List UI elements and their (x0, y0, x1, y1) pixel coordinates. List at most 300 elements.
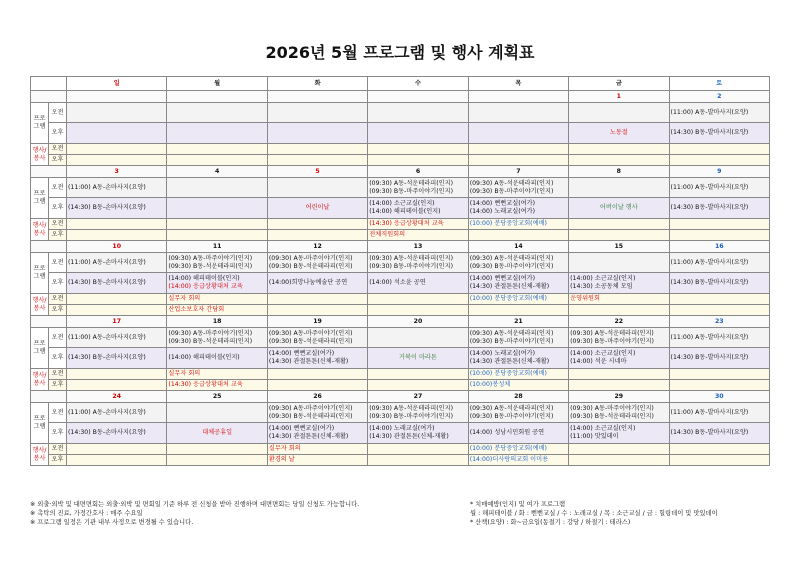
date-cell: 3 (67, 166, 167, 178)
schedule-entry: (14:00) 해피테이블(인지) (369, 208, 441, 215)
date-cell: 16 (669, 241, 769, 253)
am-cell (67, 253, 167, 273)
event-pm-cell (669, 305, 769, 316)
event-am-cell (267, 294, 367, 305)
pm-cell (267, 423, 367, 444)
event-am-cell (569, 144, 669, 155)
schedule-entry: (09:30) B동-마주이야기(인지) (469, 337, 554, 345)
event-pm-cell (468, 230, 568, 241)
date-cell: 13 (368, 241, 468, 253)
schedule-entry: (11:00) A동-손마사지(요양) (68, 408, 146, 416)
footnote: ※ 프로그램 일정은 기관 내부 사정으로 변경될 수 있습니다. (30, 519, 194, 526)
program-label-line: 프로 (33, 415, 46, 423)
am-cell (569, 403, 669, 423)
program-am-row (31, 178, 770, 198)
event-am-cell (669, 294, 769, 305)
pm-cell (669, 123, 769, 144)
weekday-header: 수 (368, 77, 468, 91)
program-label-line: 프로 (33, 265, 46, 273)
am-cell (468, 103, 568, 123)
event-am-cell (569, 219, 669, 230)
event-am-cell (669, 144, 769, 155)
schedule-entry: (11:00) A동-손마사지(요양) (68, 333, 146, 341)
pm-cell (67, 123, 167, 144)
am-cell (669, 403, 769, 423)
schedule-entry: (09:30) A동-마주이야기(인지) (268, 254, 353, 262)
am-cell (669, 328, 769, 348)
event-am-cell (368, 294, 468, 305)
event-am-cell (468, 219, 568, 230)
schedule-entry: (14:00) 노래교실(여가) (469, 208, 536, 215)
event-am-cell (267, 444, 367, 455)
event-pm-cell (669, 455, 769, 466)
event-am-cell (368, 219, 468, 230)
date-cell: 17 (67, 316, 167, 328)
weekday-header: 금 (569, 77, 669, 91)
weekday-header: 목 (468, 77, 568, 91)
event-label (31, 294, 49, 316)
am-cell (167, 403, 267, 423)
am-cell (468, 253, 568, 273)
am-cell (368, 403, 468, 423)
event-pm-cell (267, 380, 367, 391)
pm-cell (669, 348, 769, 369)
event-label-line: 행사/ (32, 221, 47, 229)
schedule-entry: (14:30) 관절튼튼(신체-재활) (369, 433, 449, 440)
event-pm-cell (267, 230, 367, 241)
pm-cell (468, 348, 568, 369)
program-label-line: 프로 (33, 190, 46, 198)
event-label-line: 봉사 (33, 154, 46, 162)
am-cell (368, 178, 468, 198)
program-label-line: 그램 (33, 198, 46, 205)
event-pm-cell (468, 455, 568, 466)
event-am-row (31, 144, 770, 155)
program-am-row (31, 103, 770, 123)
pm-cell (569, 198, 669, 219)
date-cell: 27 (368, 391, 468, 403)
event-label-line: 봉사 (33, 379, 46, 387)
date-row-corner (31, 241, 67, 253)
date-cell: 23 (669, 316, 769, 328)
event-am-cell (167, 444, 267, 455)
event-pm-row (31, 155, 770, 166)
pm-label: 오후 (49, 230, 67, 241)
schedule-entry: (11:00) A동-손마사지(요양) (68, 183, 146, 191)
date-row-corner (31, 91, 67, 103)
event-pm-cell (167, 305, 267, 316)
pm-cell (67, 198, 167, 219)
event-pm-cell (67, 155, 167, 166)
am-cell (267, 178, 367, 198)
schedule-entry: (14:00) 뻔뻔교실(여가) (469, 275, 536, 283)
date-row-corner (31, 391, 67, 403)
event-am-cell (67, 219, 167, 230)
schedule-entry: (09:30) B동-마주이야기(인지) (369, 187, 454, 195)
am-cell (67, 403, 167, 423)
date-row (31, 91, 770, 103)
am-label: 오전 (49, 294, 67, 305)
pm-label: 오후 (49, 380, 67, 391)
program-label-line: 프로 (33, 115, 46, 123)
event-pm-cell (468, 380, 568, 391)
event-am-row (31, 444, 770, 455)
pm-cell (267, 273, 367, 294)
am-cell (669, 103, 769, 123)
schedule-entry: (14:00) 해피테이블(인지) (168, 275, 240, 283)
date-cell: 30 (669, 391, 769, 403)
pm-cell (167, 273, 267, 294)
event-am-cell (569, 294, 669, 305)
event-pm-cell (67, 305, 167, 316)
schedule-entry: 노동절 (609, 129, 628, 137)
event-pm-cell (368, 230, 468, 241)
event-label (31, 219, 49, 241)
pm-cell (569, 423, 669, 444)
schedule-entry: (14:00) 응급상황대처 교육 (168, 283, 243, 290)
event-am-cell (569, 369, 669, 380)
schedule-entry: (14:00) 해피테이블(인지) (168, 354, 240, 362)
am-label: 오전 (49, 328, 67, 348)
date-cell: 5 (267, 166, 367, 178)
schedule-entry: (09:30) B동-석운테라피(인지) (570, 412, 654, 420)
program-pm-row (31, 123, 770, 144)
date-cell: 2 (669, 91, 769, 103)
schedule-entry: (09:30) B동-석운테라피(인지) (168, 262, 253, 270)
am-cell (67, 328, 167, 348)
pm-label: 오후 (49, 155, 67, 166)
event-pm-cell (669, 380, 769, 391)
pm-cell (569, 273, 669, 294)
schedule-entry: (09:30) A동-마주이야기(인지) (268, 404, 353, 412)
schedule-entry: (09:30) B동-마주이야기(인지) (469, 187, 554, 195)
event-pm-cell (569, 155, 669, 166)
program-label (31, 178, 49, 219)
date-cell: 9 (669, 166, 769, 178)
schedule-entry: (14:30) B동-손마사지(요양) (68, 204, 146, 212)
event-am-cell (468, 294, 568, 305)
schedule-entry: (14:30) 응급상황대처 교육 (168, 381, 243, 389)
schedule-entry: (14:30) B동-발마사지(요양) (670, 279, 749, 287)
program-pm-row (31, 423, 770, 444)
date-cell (67, 91, 167, 103)
schedule-entry: (09:30) A동-석운테라피(인지) (369, 404, 454, 412)
pm-cell (167, 198, 267, 219)
schedule-entry: (14:30) 관절튼튼(신체-재활) (469, 358, 550, 365)
footnotes-right (470, 500, 718, 527)
pm-cell (569, 123, 669, 144)
program-label (31, 403, 49, 444)
date-cell (468, 91, 568, 103)
am-cell (167, 328, 267, 348)
event-pm-row (31, 380, 770, 391)
pm-cell (368, 423, 468, 444)
event-label-line: 봉사 (33, 229, 46, 237)
schedule-entry: (09:30) B동-마주이야기(인지) (369, 412, 454, 420)
event-pm-cell (67, 455, 167, 466)
schedule-entry: 실무자 회의 (168, 295, 201, 303)
date-cell: 29 (569, 391, 669, 403)
schedule-entry: (10:00) 분당중앙교회(예배) (469, 220, 547, 228)
pm-cell (267, 198, 367, 219)
schedule-entry: (10:00) 분당중앙교회(예배) (469, 370, 547, 378)
am-label: 오전 (49, 444, 67, 455)
date-cell: 20 (368, 316, 468, 328)
event-pm-cell (167, 230, 267, 241)
event-pm-cell (669, 230, 769, 241)
event-am-cell (67, 144, 167, 155)
schedule-entry: (09:30) A동-석운테라피(인지) (469, 329, 554, 337)
event-am-cell (67, 294, 167, 305)
pm-label: 오후 (49, 273, 67, 294)
schedule-entry: (09:30) A동-마주이야기(인지) (268, 329, 353, 337)
date-cell: 6 (368, 166, 468, 178)
schedule-entry: (09:30) B동-석운테라피(인지) (268, 262, 353, 270)
footnotes-left (30, 500, 359, 527)
event-am-cell (468, 444, 568, 455)
schedule-entry: (14:30) B동-손마사지(요양) (68, 429, 146, 437)
event-am-cell (167, 144, 267, 155)
event-am-cell (267, 369, 367, 380)
program-am-row (31, 328, 770, 348)
schedule-entry: (09:30) B동-마주이야기(인지) (469, 262, 554, 270)
schedule-entry: (09:30) A동-석운테라피(인지) (570, 329, 654, 337)
schedule-entry: (14:30) B동-발마사지(요양) (670, 429, 749, 437)
pm-cell (368, 348, 468, 369)
pm-cell (468, 273, 568, 294)
event-am-cell (167, 219, 267, 230)
am-cell (368, 253, 468, 273)
schedule-entry: (09:30) B동-마주이야기(인지) (469, 412, 554, 420)
pm-cell (167, 348, 267, 369)
weekday-header: 월 (167, 77, 267, 91)
date-cell: 19 (267, 316, 367, 328)
event-label (31, 144, 49, 166)
event-am-cell (267, 144, 367, 155)
date-cell: 28 (468, 391, 568, 403)
schedule-entry: (11:00) A동-발마사지(요양) (670, 183, 749, 191)
schedule-entry: 운영위원회 (570, 295, 600, 303)
am-label: 오전 (49, 103, 67, 123)
pm-cell (468, 123, 568, 144)
event-label (31, 369, 49, 391)
date-cell: 7 (468, 166, 568, 178)
event-am-cell (468, 144, 568, 155)
am-cell (368, 328, 468, 348)
event-am-cell (368, 369, 468, 380)
event-am-cell (167, 294, 267, 305)
am-cell (167, 178, 267, 198)
schedule-entry: (10:00) 분당중앙교회(예배) (469, 445, 547, 453)
event-am-cell (368, 144, 468, 155)
pm-cell (167, 423, 267, 444)
event-pm-cell (368, 155, 468, 166)
event-am-cell (569, 444, 669, 455)
date-cell (267, 91, 367, 103)
schedule-entry: (14:00) 소근교실(인지) (570, 275, 636, 283)
am-label: 오전 (49, 178, 67, 198)
schedule-entry: (14:30) 관절튼튼(신체-재활) (268, 358, 349, 365)
schedule-entry: (09:30) A동-석운테라피(인지) (469, 254, 554, 262)
schedule-entry: (14:00) 소근교실(인지) (570, 350, 636, 358)
date-cell: 14 (468, 241, 568, 253)
event-pm-cell (267, 155, 367, 166)
am-cell (569, 103, 669, 123)
program-label-line: 프로 (33, 340, 46, 348)
program-label-line: 그램 (33, 273, 46, 280)
schedule-entry: 산업소보호자 간담회 (168, 306, 225, 314)
schedule-entry: (11:00) A동-발마사지(요양) (670, 258, 749, 266)
event-pm-cell (368, 455, 468, 466)
event-pm-cell (468, 155, 568, 166)
event-am-row (31, 219, 770, 230)
schedule-entry: (09:30) A동-마주이야기(인지) (570, 404, 654, 412)
pm-cell (167, 123, 267, 144)
event-pm-cell (67, 230, 167, 241)
date-cell: 10 (67, 241, 167, 253)
schedule-entry: 거북이 마라톤 (399, 354, 437, 362)
schedule-entry: (14:00) 노래교실(여가) (469, 350, 536, 358)
am-cell (368, 103, 468, 123)
date-cell: 24 (67, 391, 167, 403)
date-cell: 11 (167, 241, 267, 253)
date-row (31, 241, 770, 253)
footnote: ※ 외출·외박 및 대면면회는 외출·외박 및 면회일 기준 하루 전 신청을 받아 진행하며 대면면회는 당일 신청도 가능합니다. (30, 501, 360, 508)
program-am-row (31, 253, 770, 273)
pm-label: 오후 (49, 423, 67, 444)
date-cell: 22 (569, 316, 669, 328)
schedule-entry: (14:30) 응급상황대처 교육 (369, 220, 444, 228)
event-pm-row (31, 305, 770, 316)
schedule-entry: (09:30) B동-석운테라피(인지) (268, 337, 353, 345)
am-cell (267, 103, 367, 123)
event-label-line: 행사/ (32, 371, 47, 379)
event-label (31, 444, 49, 466)
date-row-corner (31, 316, 67, 328)
schedule-entry: (14:30) B동-발마사지(요양) (670, 204, 749, 212)
schedule-entry: (14:30) 소공동체 모임 (570, 283, 633, 290)
footnote: * 치매예방(인지) 및 여가 프로그램 (470, 501, 566, 508)
schedule-entry: (14:00)더사랑의교회 이미용 (469, 456, 549, 464)
schedule-entry: 실무자 회의 (268, 445, 301, 453)
event-am-cell (669, 369, 769, 380)
event-pm-row (31, 230, 770, 241)
date-cell: 25 (167, 391, 267, 403)
program-pm-row (31, 198, 770, 219)
calendar-table (30, 76, 770, 466)
pm-cell (468, 198, 568, 219)
schedule-entry: (11:00) 맛있데이 (570, 433, 619, 440)
pm-cell (67, 423, 167, 444)
event-pm-cell (67, 380, 167, 391)
am-label: 오전 (49, 144, 67, 155)
schedule-entry: (14:00) 석소윤 공연 (369, 279, 426, 287)
weekday-header-row (31, 77, 770, 91)
event-pm-cell (669, 155, 769, 166)
schedule-entry: (14:30) B동-발마사지(요양) (670, 129, 749, 137)
program-pm-row (31, 273, 770, 294)
schedule-entry: 환경의 날 (268, 456, 295, 464)
schedule-entry: (09:30) A동-석운테라피(인지) (369, 179, 454, 187)
weekday-header: 화 (267, 77, 367, 91)
pm-label: 오후 (49, 305, 67, 316)
pm-cell (669, 423, 769, 444)
schedule-entry: (11:00) A동-발마사지(요양) (670, 408, 749, 416)
schedule-entry: (14:30) B동-손마사지(요양) (68, 279, 146, 287)
pm-cell (669, 198, 769, 219)
schedule-entry: (11:00) A동-발마사지(요양) (670, 108, 749, 116)
am-label: 오전 (49, 219, 67, 230)
event-am-row (31, 294, 770, 305)
am-cell (67, 103, 167, 123)
pm-cell (468, 423, 568, 444)
schedule-entry: (09:30) B동-마주이야기(인지) (570, 337, 654, 345)
event-pm-cell (569, 455, 669, 466)
pm-cell (368, 123, 468, 144)
footnote: * 산책(요양) : 화~금요일(동절기 : 강당 / 하절기 : 테라스) (470, 519, 631, 526)
event-label-line: 봉사 (33, 454, 46, 462)
date-cell: 21 (468, 316, 568, 328)
event-label-line: 봉사 (33, 304, 46, 312)
schedule-entry: 어버이날 행사 (599, 204, 638, 212)
weekday-header: 토 (669, 77, 769, 91)
date-cell (368, 91, 468, 103)
schedule-entry: (09:30) B동-석운테라피(인지) (168, 337, 253, 345)
date-cell: 15 (569, 241, 669, 253)
schedule-entry: 어린이날 (305, 204, 330, 212)
schedule-entry: (14:00) 뻔뻔교실(여가) (469, 200, 536, 208)
am-cell (468, 328, 568, 348)
schedule-entry: (14:00) 소근교실(인지) (369, 200, 435, 208)
pm-label: 오후 (49, 198, 67, 219)
pm-cell (267, 348, 367, 369)
am-cell (67, 178, 167, 198)
schedule-entry: (14:00) 성남시민회원 공연 (469, 429, 545, 437)
schedule-entry: (14:30) B동-발마사지(요양) (670, 354, 749, 362)
schedule-entry: (14:00) 뻔뻔교실(여가) (268, 350, 335, 358)
program-label-line: 그램 (33, 123, 46, 130)
schedule-entry: 전체직원회의 (369, 231, 406, 239)
pm-cell (368, 273, 468, 294)
event-pm-cell (569, 230, 669, 241)
pm-cell (67, 273, 167, 294)
event-am-cell (67, 369, 167, 380)
event-label-line: 행사/ (32, 296, 47, 304)
header-corner (31, 77, 67, 91)
am-cell (468, 403, 568, 423)
schedule-entry: (10:00) 분당중앙교회(예배) (469, 295, 547, 303)
am-cell (267, 253, 367, 273)
schedule-entry: 대체공휴일 (202, 429, 233, 437)
schedule-entry: (14:30) 관절튼튼(신체-재활) (469, 283, 550, 290)
am-cell (167, 253, 267, 273)
footnote: 월 : 해피테이블 / 화 : 뻔뻔교실 / 수 : 노래교실 / 목 : 소근교실 / 금 : 힐링데이 및 맛있데이 (470, 510, 718, 517)
date-cell: 8 (569, 166, 669, 178)
event-pm-cell (167, 380, 267, 391)
schedule-entry: (11:00) A동-발마사지(요양) (670, 333, 749, 341)
event-pm-cell (368, 305, 468, 316)
schedule-entry: (14:30) B동-손마사지(요양) (68, 354, 146, 362)
schedule-entry: (09:30) B동-마주이야기(인지) (369, 262, 454, 270)
schedule-entry: (14:00) 뻔뻔교실(여가) (268, 425, 335, 433)
am-cell (669, 178, 769, 198)
pm-label: 오후 (49, 455, 67, 466)
am-label: 오전 (49, 403, 67, 423)
date-row-corner (31, 166, 67, 178)
am-cell (267, 328, 367, 348)
date-cell: 1 (569, 91, 669, 103)
date-row (31, 391, 770, 403)
